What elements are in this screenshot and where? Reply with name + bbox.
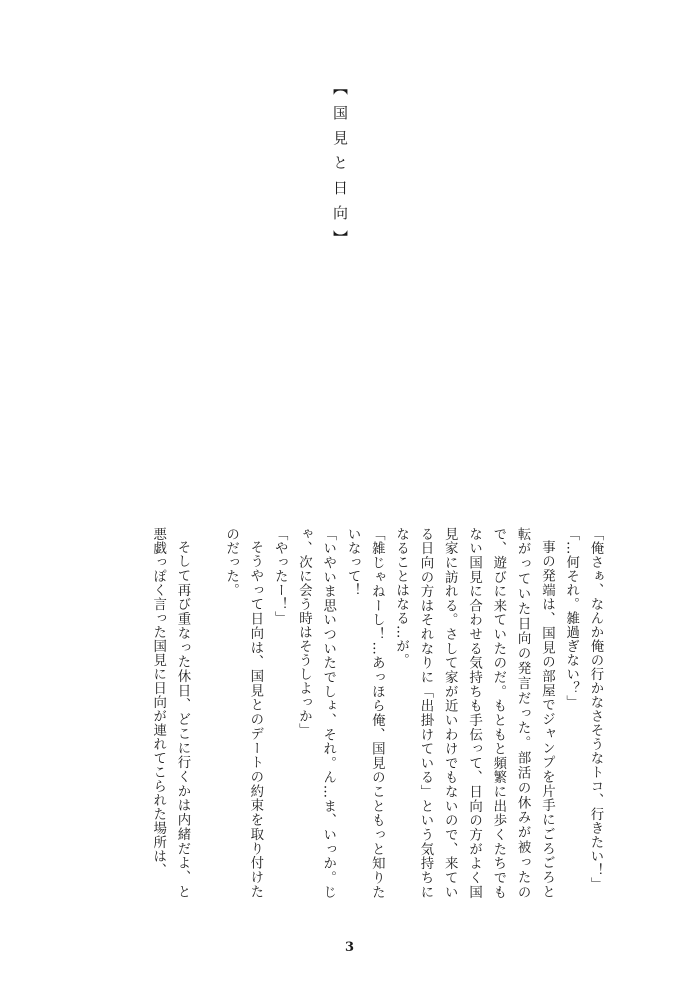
paragraph: 「やったー！」 [272,527,288,625]
paragraph: 「雑じゃねーし！…あっほら俺、国見のこともっと知りたいなって！ [345,527,385,899]
body-text [145,527,607,899]
paragraph: 「いやいま思いついたでしょ、それ。ん…ま、いっか。じゃ、次に会う時はそうしよっか」 [296,527,336,899]
chapter-title: 【国見と日向】 [331,80,349,255]
paragraph: 「俺さぁ、なんか俺の行かなさそうなトコ、行きたい！」 [588,527,603,891]
paragraph: そうやって日向は、国見とのデートの約束を取り付けたのだった。 [223,527,263,899]
paragraph: 事の発端は、国見の部屋でジャンプを片手にごろごろと転がっていた日向の発言だった。部活の休みが被ったので、遊びに来ていたのだ。もともと頻繁に出歩くたちでもない国見に合わせる気持ちも手伝って、日向の方がよく国見家に訪れる。さして家が近いわけでもないので、来ている日向の方はそれなりに「出掛けている」という気持ちになることはなる…が。 [393,527,555,899]
paragraph-spacer [194,527,218,899]
paragraph: そして再び重なった休日、どこに行くかは内緒だよ、と悪戯っぽく言った国見に日向が連れてこられた場所は、 [150,527,190,899]
page-number: 3 [344,940,355,955]
paragraph: 「…何それ。雑過ぎない？」 [563,527,579,709]
